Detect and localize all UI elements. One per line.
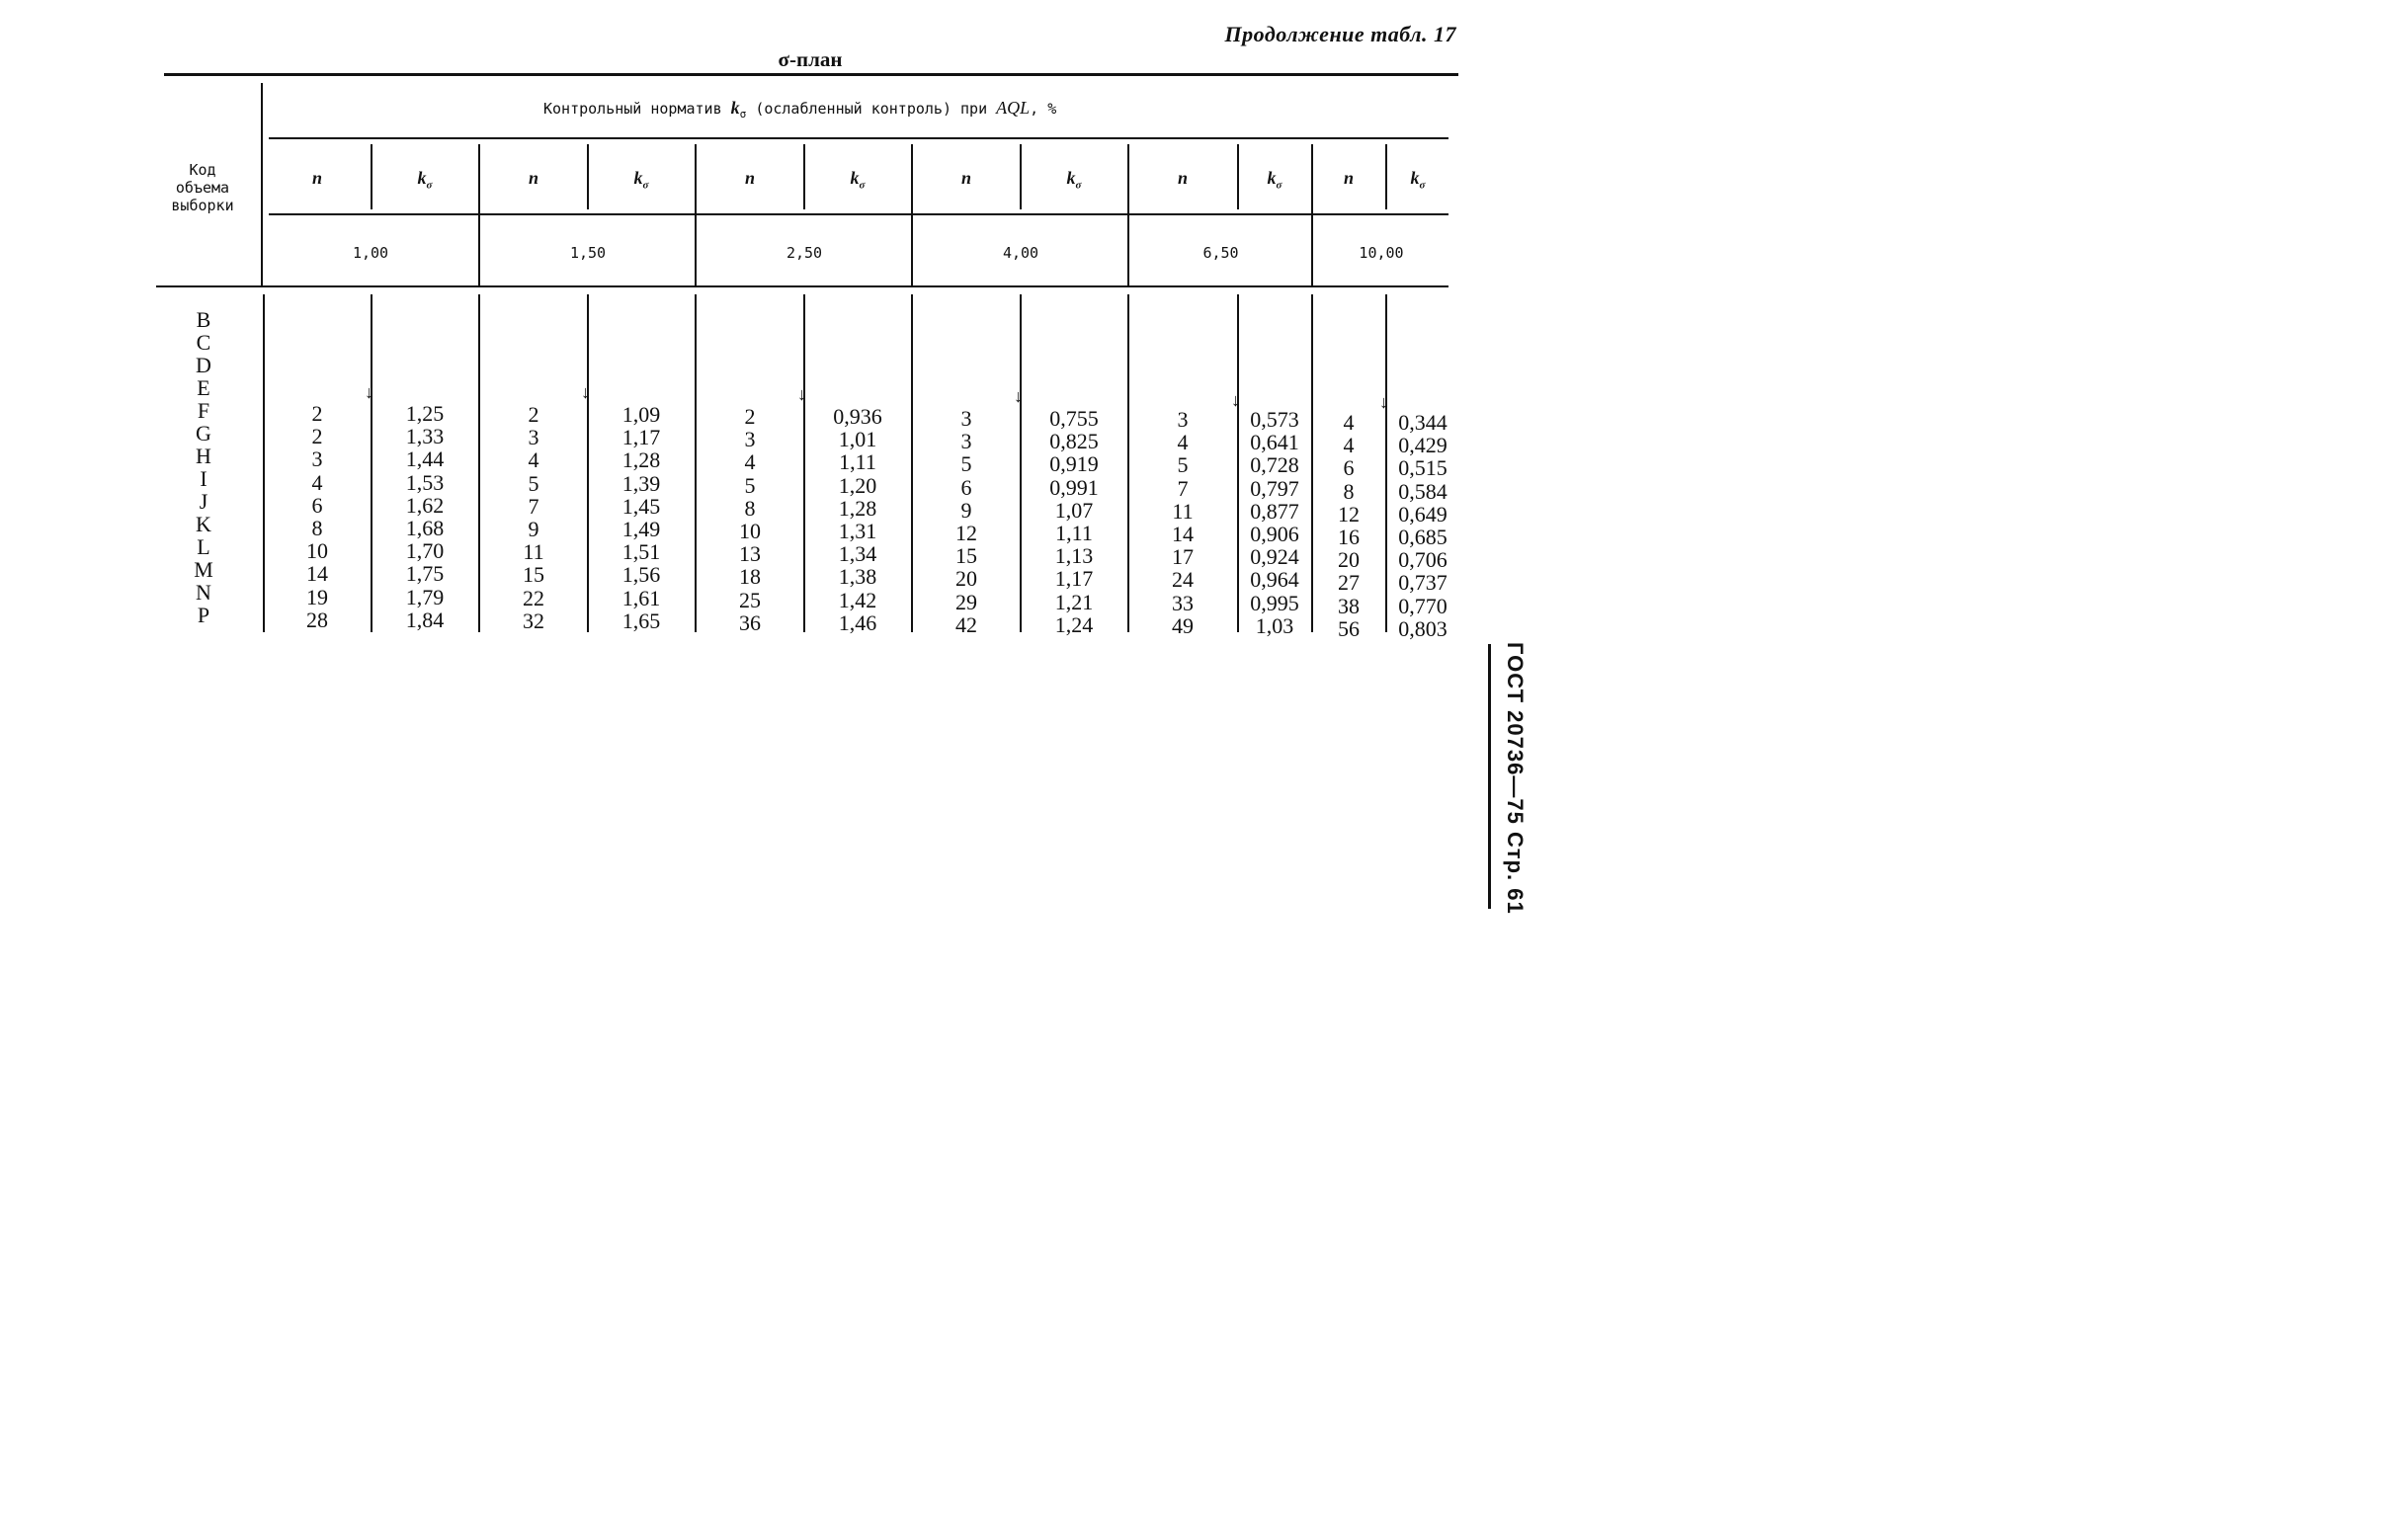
nk-divider-6 [1385, 144, 1387, 209]
control-norm-suffix: (ослабленный контроль) при [755, 100, 988, 118]
code-label [158, 161, 247, 214]
k-value: 1,24 [1054, 611, 1094, 637]
n-value: 38 [1338, 593, 1360, 618]
k-value: 1,42 [838, 587, 877, 612]
sigma-subscript: σ [739, 108, 747, 121]
sample-code: F [197, 398, 210, 423]
k-value: 0,803 [1398, 615, 1448, 641]
n-value: 7 [1177, 475, 1189, 501]
n-value: 28 [306, 607, 328, 632]
k-values-aql-5 [1238, 408, 1311, 637]
k-value: 1,01 [838, 427, 877, 452]
n-value: 15 [523, 562, 544, 588]
k-value: 1,20 [838, 472, 877, 498]
sample-code: N [196, 580, 211, 605]
k-header-1: $k_\sigma$ [417, 168, 433, 192]
n-value: 16 [1338, 524, 1360, 549]
n-header-4: n [960, 168, 971, 188]
k-value: 1,75 [405, 561, 445, 587]
percent-text: , % [1030, 100, 1057, 118]
n-value: 2 [311, 424, 323, 449]
top-rule [164, 73, 1458, 76]
aql-level-2: 1,50 [569, 244, 607, 262]
k-value: 1,17 [1054, 566, 1094, 592]
k-value: 1,34 [838, 541, 877, 567]
n-header-3: n [744, 168, 755, 188]
k-value: 0,641 [1250, 430, 1299, 455]
standard-page-label: ГОСТ 20736—75 Стр. 61 [1503, 642, 1528, 915]
k-value: 1,45 [621, 493, 661, 519]
n-value: 17 [1172, 544, 1194, 570]
n-values-aql-6 [1313, 411, 1384, 640]
sample-code: C [196, 330, 211, 355]
n-value: 11 [523, 539, 544, 565]
side-label-rule [1488, 644, 1491, 909]
k-value: 1,84 [405, 607, 445, 632]
n-values-aql-1 [264, 402, 371, 631]
aql-level-4: 4,00 [1002, 244, 1039, 262]
aql-level-1: 1,00 [352, 244, 389, 262]
k-value: 1,33 [405, 424, 445, 449]
sample-code: I [200, 466, 207, 491]
k-value: 0,770 [1398, 593, 1448, 618]
n-value: 2 [311, 401, 323, 426]
n-value: 4 [311, 469, 323, 495]
nk-divider-5 [1237, 144, 1239, 209]
n-header-5: n [1177, 168, 1188, 188]
down-arrow-icon-4: ↓ [1014, 386, 1023, 406]
n-value: 3 [960, 429, 972, 454]
n-value: 56 [1338, 615, 1360, 641]
k-value: 0,919 [1049, 451, 1099, 477]
down-arrow-icon-3: ↓ [797, 384, 806, 404]
n-value: 8 [311, 515, 323, 540]
k-value: 1,53 [405, 469, 445, 495]
header-bottom-rule [156, 285, 1448, 287]
down-arrow-icon-6: ↓ [1379, 392, 1388, 412]
n-values-aql-5 [1129, 408, 1236, 637]
k-header-3: $k_\sigma$ [850, 168, 866, 192]
k-value: 1,17 [621, 425, 661, 450]
k-value: 0,344 [1398, 410, 1448, 435]
k-header-5: $k_\sigma$ [1267, 168, 1282, 192]
k-value: 0,906 [1250, 521, 1299, 546]
sample-code-column [184, 308, 223, 626]
k-value: 1,25 [405, 401, 445, 426]
n-value: 12 [1338, 501, 1360, 527]
group-divider-1 [478, 144, 480, 285]
sample-code: K [196, 512, 211, 536]
k-value: 0,924 [1250, 544, 1299, 570]
k-value: 0,991 [1049, 474, 1099, 500]
n-value: 25 [739, 587, 761, 612]
n-value: 7 [528, 493, 539, 519]
group-divider-5 [1311, 144, 1313, 285]
n-values-aql-4 [913, 407, 1020, 636]
k-value: 0,685 [1398, 524, 1448, 549]
k-value: 0,995 [1250, 590, 1299, 615]
down-arrow-icon-2: ↓ [581, 382, 590, 402]
n-value: 18 [739, 564, 761, 590]
n-value: 4 [1343, 433, 1355, 458]
n-value: 3 [744, 427, 756, 452]
n-value: 3 [960, 406, 972, 431]
sample-code: H [196, 444, 211, 468]
k-value: 0,936 [833, 404, 882, 429]
n-value: 42 [955, 611, 977, 637]
k-values-aql-4 [1021, 407, 1127, 636]
k-value: 1,46 [838, 609, 877, 635]
group-divider-3 [911, 144, 913, 285]
k-value: 1,49 [621, 516, 661, 541]
k-value: 1,28 [621, 447, 661, 473]
norm-rule [269, 137, 1448, 139]
k-value: 1,61 [621, 585, 661, 610]
n-values-aql-3 [697, 405, 803, 634]
k-value: 0,649 [1398, 501, 1448, 527]
k-value: 0,877 [1250, 498, 1299, 524]
down-arrow-icon-5: ↓ [1231, 390, 1240, 410]
n-value: 9 [528, 516, 539, 541]
k-values-aql-2 [588, 403, 695, 632]
n-value: 33 [1172, 590, 1194, 615]
control-norm-prefix: Контрольный норматив [543, 100, 722, 118]
code-label-line-3: выборки [171, 197, 234, 214]
k-value: 0,797 [1250, 475, 1299, 501]
n-values-aql-2 [480, 403, 587, 632]
k-value: 1,07 [1054, 497, 1094, 523]
aql-level-5: 6,50 [1202, 244, 1239, 262]
n-value: 2 [528, 402, 539, 427]
n-value: 5 [528, 470, 539, 496]
n-value: 5 [744, 472, 756, 498]
code-label-line-1: Код [189, 161, 216, 179]
sample-code: E [197, 375, 210, 400]
k-value: 0,429 [1398, 433, 1448, 458]
n-value: 29 [955, 589, 977, 614]
k-value: 0,573 [1250, 407, 1299, 432]
n-value: 4 [1177, 430, 1189, 455]
k-header-4: $k_\sigma$ [1066, 168, 1082, 192]
k-value: 1,11 [839, 449, 876, 475]
k-value: 0,706 [1398, 547, 1448, 573]
k-value: 0,755 [1049, 406, 1099, 431]
n-value: 11 [1172, 498, 1194, 524]
nk-divider-3 [803, 144, 805, 209]
n-header-6: n [1343, 168, 1354, 188]
k-header-6: $k_\sigma$ [1410, 168, 1426, 192]
n-value: 9 [960, 497, 972, 523]
k-value: 0,964 [1250, 567, 1299, 593]
n-value: 3 [311, 446, 323, 472]
k-value: 1,56 [621, 562, 661, 588]
n-value: 6 [311, 492, 323, 518]
k-values-aql-6 [1386, 411, 1459, 640]
k-value: 1,44 [405, 446, 445, 472]
n-value: 13 [739, 541, 761, 567]
aql-level-6: 10,00 [1359, 244, 1404, 262]
k-value: 0,737 [1398, 570, 1448, 596]
k-value: 1,13 [1054, 543, 1094, 569]
n-value: 8 [1343, 478, 1355, 504]
k-value: 1,28 [838, 495, 877, 521]
sample-code: P [197, 603, 210, 627]
nk-divider-2 [587, 144, 589, 209]
group-divider-4 [1127, 144, 1129, 285]
n-value: 15 [955, 543, 977, 569]
group-divider-2 [695, 144, 697, 285]
k-value: 1,03 [1255, 612, 1294, 638]
n-value: 36 [739, 609, 761, 635]
k-value: 0,584 [1398, 478, 1448, 504]
n-value: 8 [744, 495, 756, 521]
k-value: 0,825 [1049, 429, 1099, 454]
k-value: 1,51 [621, 539, 661, 565]
sample-code: B [196, 307, 211, 332]
k-value: 1,62 [405, 492, 445, 518]
k-value: 1,38 [838, 564, 877, 590]
n-value: 3 [528, 425, 539, 450]
k-value: 1,79 [405, 584, 445, 609]
k-value: 1,11 [1055, 520, 1093, 545]
k-value: 1,09 [621, 402, 661, 427]
nk-divider-4 [1020, 144, 1022, 209]
n-value: 14 [306, 561, 328, 587]
n-value: 4 [528, 447, 539, 473]
nk-rule [269, 213, 1448, 215]
k-value: 1,65 [621, 608, 661, 633]
n-value: 4 [744, 449, 756, 475]
n-value: 2 [744, 404, 756, 429]
n-value: 10 [739, 518, 761, 543]
k-values-aql-1 [372, 402, 478, 631]
k-header-2: $k_\sigma$ [633, 168, 649, 192]
sample-code: J [199, 489, 208, 514]
control-norm-header [543, 98, 1056, 121]
k-value: 1,39 [621, 470, 661, 496]
sample-code: M [194, 557, 213, 582]
n-value: 5 [1177, 452, 1189, 478]
k-value: 1,68 [405, 515, 445, 540]
n-value: 24 [1172, 567, 1194, 593]
k-value: 1,31 [838, 518, 877, 543]
nk-divider-1 [371, 144, 372, 209]
sample-code: D [196, 353, 211, 377]
continuation-label: Продолжение табл. 17 [1224, 22, 1456, 46]
n-header-1: n [311, 168, 322, 188]
k-value: 1,21 [1054, 589, 1094, 614]
k-value: 0,515 [1398, 455, 1448, 481]
n-value: 49 [1172, 612, 1194, 638]
n-value: 4 [1343, 410, 1355, 435]
sample-code: G [196, 421, 211, 446]
k-value: 0,728 [1250, 452, 1299, 478]
n-value: 14 [1172, 521, 1194, 546]
n-value: 22 [523, 585, 544, 610]
down-arrow-icon-1: ↓ [365, 382, 373, 402]
k-value: 1,70 [405, 538, 445, 564]
n-value: 10 [306, 538, 328, 564]
sample-code: L [197, 534, 210, 559]
n-value: 3 [1177, 407, 1189, 432]
code-label-line-2: объема [175, 179, 230, 197]
n-value: 6 [960, 474, 972, 500]
n-value: 12 [955, 520, 977, 545]
n-value: 5 [960, 451, 972, 477]
aql-text: AQL [996, 98, 1031, 118]
n-value: 19 [306, 584, 328, 609]
plan-title: σ-план [778, 47, 843, 71]
n-value: 27 [1338, 570, 1360, 596]
n-value: 6 [1343, 455, 1355, 481]
n-value: 20 [1338, 547, 1360, 573]
document-page [0, 0, 1541, 988]
n-header-2: n [528, 168, 538, 188]
n-value: 32 [523, 608, 544, 633]
k-values-aql-3 [804, 405, 911, 634]
n-value: 20 [955, 566, 977, 592]
k-letter: k [730, 98, 740, 118]
aql-level-3: 2,50 [786, 244, 823, 262]
